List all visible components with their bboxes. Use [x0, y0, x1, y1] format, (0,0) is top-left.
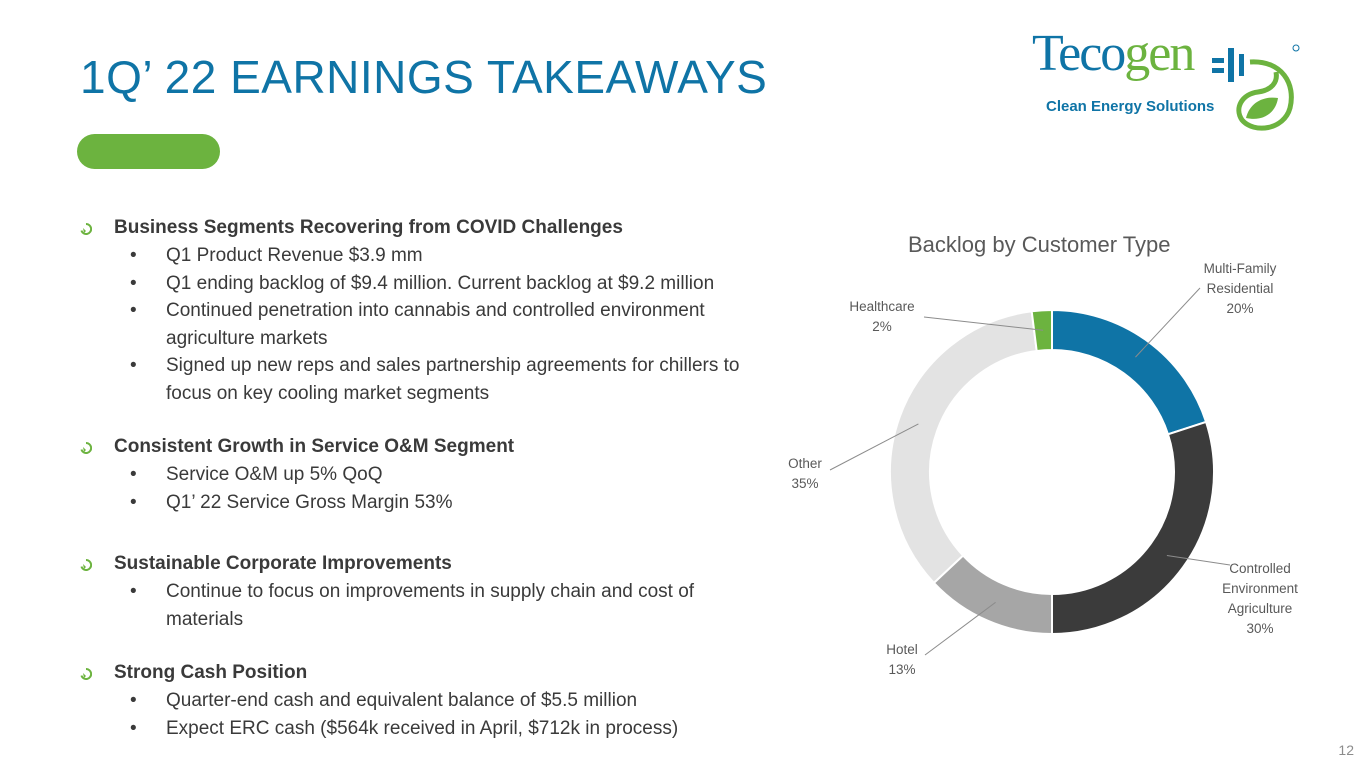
- bullet-dot: •: [130, 717, 137, 739]
- recycle-leaf-icon: [80, 668, 92, 680]
- plug-leaf-icon: [1212, 42, 1302, 137]
- recycle-leaf-icon: [80, 559, 92, 571]
- bullet-dot: •: [130, 491, 137, 513]
- donut-slice-other: [890, 311, 1037, 583]
- list-item: [78, 578, 808, 633]
- data-label: Healthcare 2%: [849, 299, 915, 334]
- list-item: [78, 242, 808, 270]
- page-title: 1Q’ 22 EARNINGS TAKEAWAYS: [80, 51, 768, 103]
- list-item-text: focus on key cooling market segments: [166, 382, 490, 404]
- data-label: Controlled Environment Agriculture 30%: [1222, 561, 1298, 636]
- bullet-dot: •: [130, 272, 137, 294]
- bullet-dot: •: [130, 355, 137, 376]
- leader-line: [925, 602, 996, 655]
- list-item: [78, 489, 808, 517]
- list-item-text: Service O&M up 5% QoQ: [166, 464, 383, 485]
- company-logo: [1030, 25, 1305, 138]
- list-item: [78, 687, 808, 715]
- list-item: [78, 270, 808, 298]
- list-item-text: Continue to focus on improvements in supply chain and cost of: [166, 581, 695, 602]
- list-item: [78, 297, 808, 352]
- section-title: Sustainable Corporate Improvements: [114, 553, 452, 574]
- section-title: Consistent Growth in Service O&M Segment: [114, 436, 515, 457]
- title-accent-bar: [77, 134, 220, 169]
- backlog-donut-chart: [760, 250, 1360, 700]
- page-number: 12: [1338, 742, 1354, 758]
- list-item-text: Q1 ending backlog of $9.4 million. Current backlog at $9.2 million: [166, 272, 715, 294]
- logo-wordmark-teco: Teco: [1032, 25, 1125, 82]
- list-item: [78, 715, 808, 743]
- section-title: Strong Cash Position: [114, 662, 308, 683]
- recycle-leaf-icon: [80, 442, 92, 454]
- list-item-text: agriculture markets: [166, 327, 328, 349]
- bullet-dot: •: [130, 581, 137, 602]
- donut-slice-controlled-environment-agriculture: [1052, 422, 1214, 634]
- takeaways-list: [78, 214, 808, 742]
- leader-line: [1135, 288, 1200, 357]
- section-business-segments: [78, 214, 808, 407]
- section-title: Business Segments Recovering from COVID Challenges: [114, 217, 623, 238]
- logo-wordmark: [1032, 24, 1193, 83]
- list-item-text: Expect ERC cash ($564k received in April, $712k in process): [166, 717, 679, 739]
- list-item: [78, 461, 808, 489]
- list-item-text: materials: [166, 608, 244, 630]
- section-corporate-improvements: [78, 550, 808, 633]
- list-item-text: Q1’ 22 Service Gross Margin 53%: [166, 491, 453, 513]
- bullet-dot: •: [130, 690, 137, 711]
- chart-title: Backlog by Customer Type: [908, 232, 1171, 257]
- logo-tagline: Clean Energy Solutions: [1046, 98, 1215, 115]
- bullet-dot: •: [130, 300, 137, 321]
- data-label: Other 35%: [788, 456, 822, 491]
- list-item-text: Q1 Product Revenue $3.9 mm: [166, 245, 423, 266]
- recycle-leaf-icon: [80, 223, 92, 235]
- data-label: Hotel 13%: [886, 642, 918, 677]
- list-item-text: Continued penetration into cannabis and controlled environment: [166, 300, 705, 321]
- data-label: Multi-Family Residential 20%: [1203, 261, 1277, 316]
- list-item-text: Signed up new reps and sales partnership agreements for chillers to: [166, 355, 740, 376]
- bullet-dot: •: [130, 245, 137, 266]
- list-item: [78, 352, 808, 407]
- bullet-dot: •: [130, 464, 137, 485]
- list-item-text: Quarter-end cash and equivalent balance of $5.5 million: [166, 690, 638, 711]
- donut-slice-multi-family-residential: [1052, 310, 1206, 434]
- logo-wordmark-gen: gen: [1124, 25, 1194, 82]
- section-service-growth: [78, 433, 808, 516]
- section-cash-position: [78, 659, 808, 742]
